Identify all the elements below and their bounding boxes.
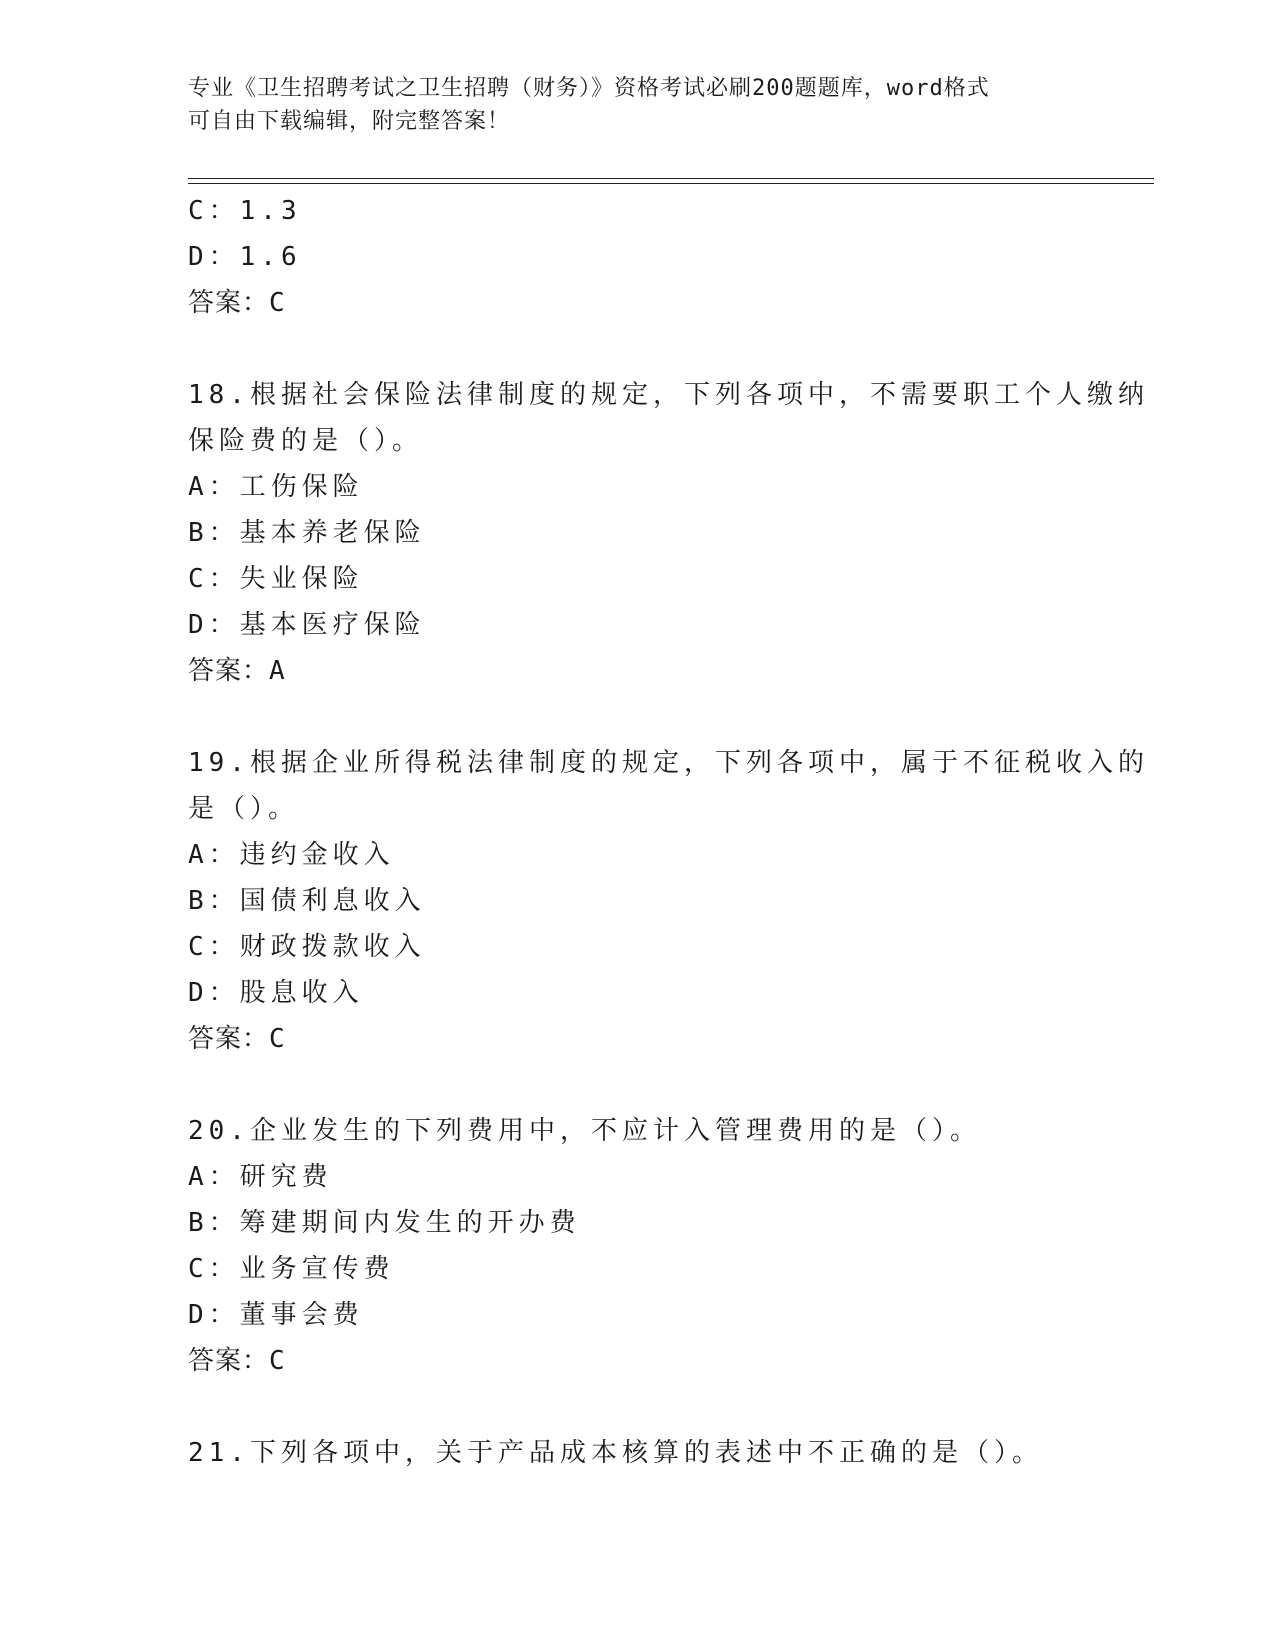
option-a: A：违约金收入 bbox=[188, 840, 395, 870]
option-a: A：工伤保险 bbox=[188, 472, 364, 502]
option-d: D：董事会费 bbox=[188, 1300, 364, 1330]
option-b: B：基本养老保险 bbox=[188, 518, 426, 548]
option-d: D：股息收入 bbox=[188, 978, 364, 1008]
option-b: B：筹建期间内发生的开办费 bbox=[188, 1208, 581, 1238]
question-stem-line: 是（）。 bbox=[188, 794, 300, 824]
question-19 bbox=[188, 740, 1149, 1062]
option-c: C：1.3 bbox=[188, 196, 302, 226]
question-20 bbox=[188, 1108, 1088, 1384]
answer-line: 答案：C bbox=[188, 1024, 286, 1054]
question-stem-line: 21.下列各项中，关于产品成本核算的表述中不正确的是（）。 bbox=[188, 1438, 1043, 1468]
option-b: B：国债利息收入 bbox=[188, 886, 426, 916]
question-18 bbox=[188, 372, 1149, 694]
partial-question-block bbox=[188, 188, 1088, 326]
option-d: D：基本医疗保险 bbox=[188, 610, 426, 640]
header-line-1: 专业《卫生招聘考试之卫生招聘（财务）》资格考试必刷200题题库，word格式 bbox=[188, 76, 990, 101]
question-stem-line: 保险费的是（）。 bbox=[188, 426, 424, 456]
question-21 bbox=[188, 1430, 1088, 1476]
header-line-2: 可自由下载编辑，附完整答案！ bbox=[188, 109, 511, 134]
header-rule-top bbox=[188, 178, 1154, 179]
answer-line: 答案：A bbox=[188, 656, 286, 686]
question-stem-line: 20.企业发生的下列费用中，不应计入管理费用的是（）。 bbox=[188, 1116, 981, 1146]
option-c: C：业务宣传费 bbox=[188, 1254, 395, 1284]
question-list bbox=[188, 188, 1149, 1476]
answer-line: 答案：C bbox=[188, 288, 286, 318]
answer-line: 答案：C bbox=[188, 1346, 286, 1376]
option-a: A：研究费 bbox=[188, 1162, 333, 1192]
question-stem-line: 19.根据企业所得税法律制度的规定，下列各项中，属于不征税收入的 bbox=[188, 748, 1149, 778]
option-c: C：财政拨款收入 bbox=[188, 932, 426, 962]
option-d: D：1.6 bbox=[188, 242, 302, 272]
document-header bbox=[188, 72, 1088, 138]
header-rule-bottom bbox=[188, 183, 1154, 184]
question-stem-line: 18.根据社会保险法律制度的规定，下列各项中，不需要职工个人缴纳 bbox=[188, 380, 1149, 410]
option-c: C：失业保险 bbox=[188, 564, 364, 594]
